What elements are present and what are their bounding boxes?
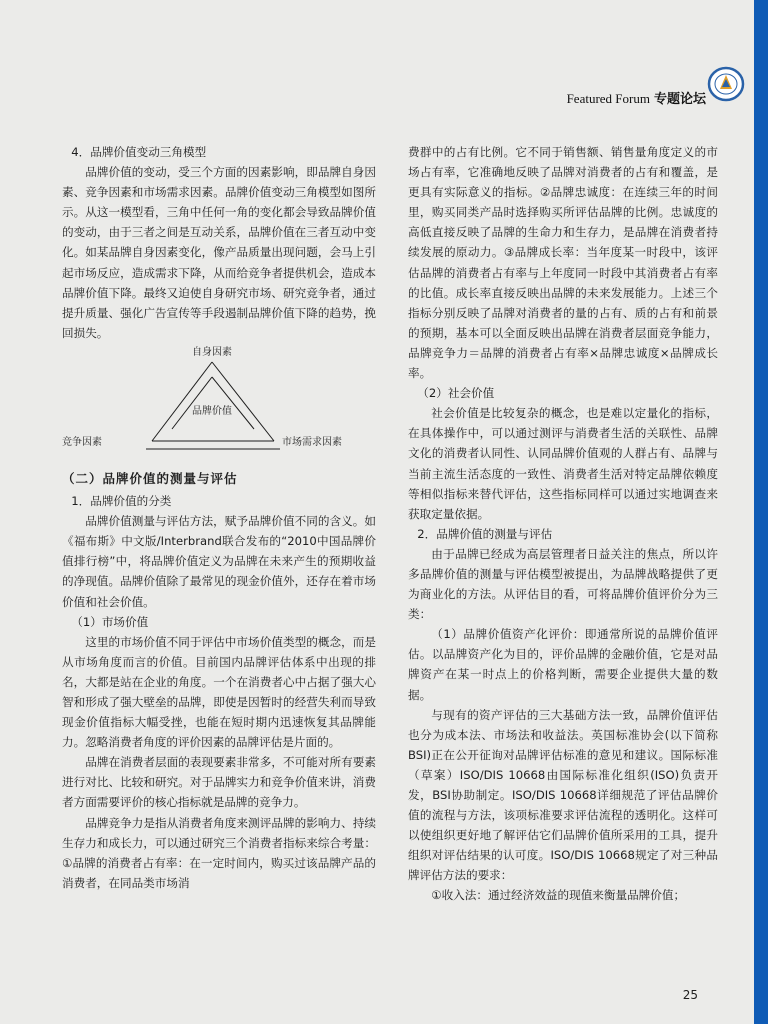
subheading-classification: 1．品牌价值的分类	[71, 494, 172, 509]
paragraph-brand-competitiveness: 品牌竞争力是指从消费者角度来测评品牌的影响力、持续生存力和成长力，可以通过研究三个消费者指标来综合考量：①品牌的消费者占有率：在一定时间内，购买过该品牌产品的消费者，在同品类市场消	[62, 815, 376, 890]
paragraph-iso-standard: 与现有的资产评估的三大基础方法一致，品牌价值评估也分为成本法、市场法和收益法。英国标准协会(以下简称BSI)正在公开征询对品牌评估标准的意见和建议。国际标准（草案）ISO/DIS 10668由国际标准化组织(ISO)负责开发，BSI协助制定。ISO/DIS 10668详细规范了评估品牌价值的流程与方法，该项标准要求评估流程的透明化。这样可以使组织更好地了解评估它们品牌价值所采用的工具，提升组织对评估结果的认可度。ISO/DIS 10668规定了对三种品牌评估方法的要求：	[408, 707, 718, 883]
edge-accent-bar	[754, 0, 768, 1024]
subheading-market-value: （1）市场价值	[71, 614, 149, 629]
paragraph-measurement-models: 由于品牌已经成为高层管理者日益关注的焦点，所以许多品牌价值的测量与评估模型被提出，为品牌战略提供了更为商业化的方法。从评估目的看，可将品牌价值评价分为三类：	[408, 546, 718, 622]
paragraph-market-value: 这里的市场价值不同于评估中市场价值类型的概念，而是从市场角度而言的价值。目前国内品牌评估体系中出现的排名，大都是站在企业的角度。一个在消费者心中占据了强大心智和形成了强大壁垒的品牌，即使是因暂时的经营失利而导致现金价值指标大幅受挫，也能在短时期内迅速恢复其品牌能力。忽略消费者角度的评价因素的品牌评估是片面的。	[62, 634, 376, 750]
section-heading-measurement: （二）品牌价值的测量与评估	[62, 470, 238, 486]
subheading-social-value: （2）社会价值	[417, 386, 495, 401]
diagram-label-center: 品牌价值	[192, 405, 232, 417]
paragraph-triangle-model: 品牌价值的变动，受三个方面的因素影响，即品牌自身因素、竞争因素和市场需求因素。品牌价值变动三角模型如图所示。从这一模型看，三角中任何一角的变化都会导致品牌价值的变动，由于三者之间是互动关系，品牌价值在三者互动中变化。如某品牌自身因素变化，像产品质量出现问题，会马上引起市场反应，造成需求下降，从而给竞争者提供机会，造成本品牌价值下降。最终又迫使自身研究市场、研究竞争者，通过提升质量、强化广告宣传等手段遏制品牌价值下降的趋势，挽回损失。	[62, 165, 376, 340]
left-column	[62, 142, 376, 893]
paragraph-consumer-level: 品牌在消费者层面的表现要素非常多，不可能对所有要素进行对比、比较和研究。对于品牌实力和竞争价值来讲，消费者方面需要评价的核心指标就是品牌的竞争力。	[62, 755, 376, 810]
paragraph-consumer-indicators: 费群中的占有比例。它不同于销售额、销售量角度定义的市场占有率，它准确地反映了品牌对消费者的占有和覆盖，是更具有实际意义的指标。②品牌忠诚度：在连续三年的时间里，购买同类产品时选择购买所评估品牌的比例。忠诚度的高低直接反映了品牌的生命力和生存力，是品牌在消费者持续发展的原动力。③品牌成长率：当年度某一时段中，该评估品牌的消费者占有率与上年度同一时段中其消费者占有率的比值。成长率直接反映出品牌的未来发展能力。上述三个指标分别反映了品牌对消费者的量的占有、质的占有和前景的预期，基本可以全面反映出品牌在消费者层面竞争能力，品牌竞争力＝品牌的消费者占有率×品牌忠诚度×品牌成长率。	[408, 145, 718, 381]
paragraph-classification: 品牌价值测量与评估方法，赋予品牌价值不同的含义。如《福布斯》中文版/Interbrand联合发布的“2010中国品牌价值排行榜”中，将品牌价值定义为品牌在未来产生的预期收益的净现值。品牌价值除了最常见的现金价值外，还存在着市场价值和社会价值。	[62, 514, 376, 609]
diagram-edge-right	[212, 362, 274, 441]
triangle-model-diagram	[62, 345, 376, 465]
diagram-label-left: 竞争因素	[62, 436, 102, 448]
paragraph-social-value: 社会价值是比较复杂的概念，也是难以定量化的指标，在具体操作中，可以通过测评与消费者生活的关联性、品牌文化的消费者认同性、认同品牌价值观的人群占有、品牌与当前主流生活态度的一致性、消费者生活对特定品牌依赖度等相似指标来替代评估，这些指标同样可以通过实地调查来获取定量依据。	[408, 406, 718, 521]
diagram-inner-right	[212, 377, 254, 429]
paragraph-income-method: ①收入法：通过经济效益的现值来衡量品牌价值；	[431, 888, 686, 903]
subheading-measurement: 2．品牌价值的测量与评估	[417, 526, 553, 541]
section-title-triangle-model: 4．品牌价值变动三角模型	[71, 145, 207, 159]
header-chinese: 专题论坛	[653, 92, 706, 107]
diagram-inner-left	[172, 377, 212, 429]
paragraph-asset-valuation: （1）品牌价值资产化评价：即通常所说的品牌价值评估。以品牌资产化为目的，评价品牌的金融价值，它是对品牌资产在某一时点上的价格判断，需要企业提供大量的数据。	[408, 627, 718, 702]
page-number: 25	[682, 988, 698, 1002]
header-english: Featured Forum	[566, 91, 650, 106]
diagram-edge-left	[152, 362, 212, 441]
section-header	[567, 88, 706, 107]
diagram-label-right: 市场需求因素	[282, 436, 342, 448]
diagram-label-top: 自身因素	[192, 346, 232, 358]
right-column	[408, 142, 718, 906]
